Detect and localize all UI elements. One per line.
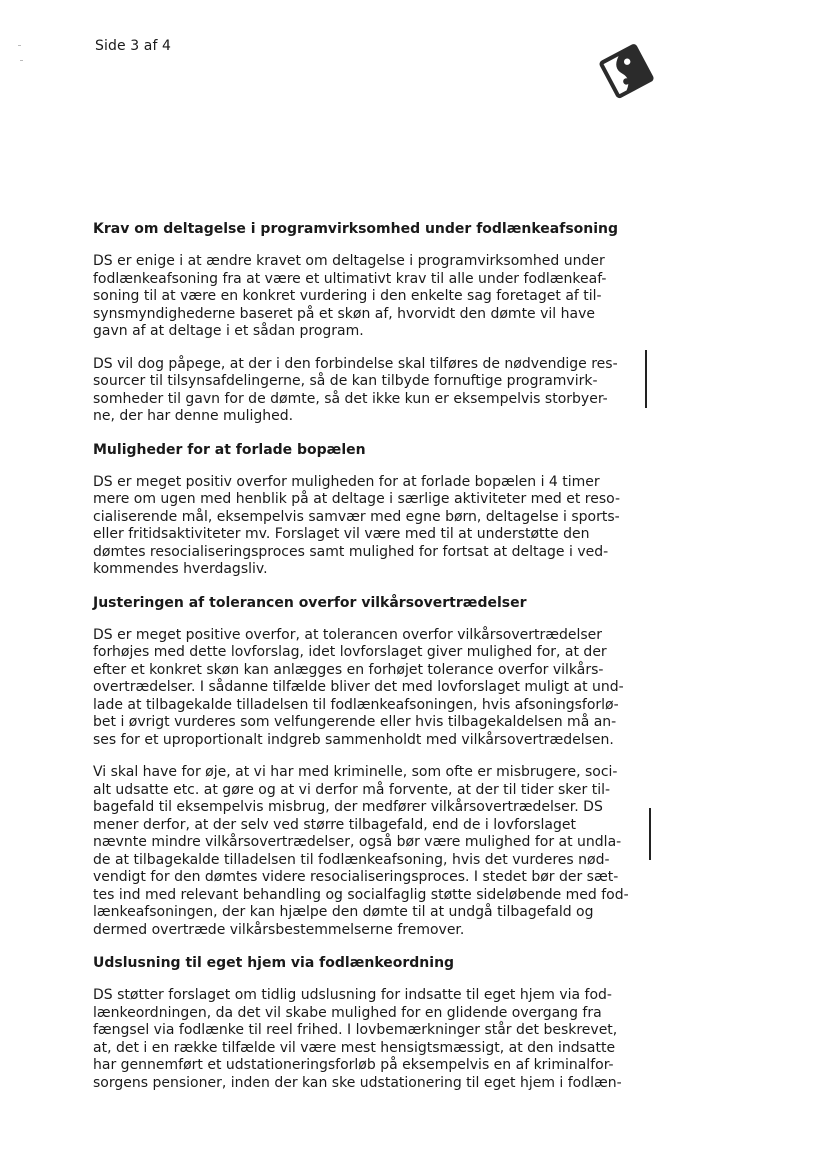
text-line: bet i øvrigt vurderes som velfungerende eller hvis tilbagekaldelsen må an- bbox=[93, 714, 617, 730]
text-line: forhøjes med dette lovforslag, idet lovforslaget giver mulighed for, at der bbox=[93, 644, 607, 660]
organization-logo bbox=[594, 44, 660, 100]
text-line: mener derfor, at der selv ved større tilbagefald, end de i lovforslaget bbox=[93, 816, 576, 833]
text-line: dømtes resocialiseringsproces samt mulighed for fortsat at deltage i ved- bbox=[93, 543, 609, 560]
margin-mark bbox=[649, 808, 651, 860]
text-line: DS er meget positiv overfor muligheden for at forlade bopælen i 4 timer bbox=[93, 473, 600, 490]
text-line: eller fritidsaktiviteter mv. Forslaget vil være med til at understøtte den bbox=[93, 526, 590, 542]
scan-speck bbox=[20, 60, 23, 61]
text-line: tes ind med relevant behandling og socialfaglig støtte sideløbende med fod- bbox=[93, 886, 629, 903]
text-line: alt udsatte etc. at gøre og at vi derfor må forvente, at der til tider sker til- bbox=[93, 781, 611, 798]
text-line: de at tilbagekalde tilladelsen til fodlænkeafsoning, hvis det vurderes nød- bbox=[93, 851, 610, 868]
paragraph bbox=[93, 627, 633, 750]
text-line: bagefald til eksempelvis misbrug, der medfører vilkårsovertrædelser. DS bbox=[93, 799, 603, 815]
section-heading: Muligheder for at forlade bopælen bbox=[93, 441, 366, 458]
section-release-home bbox=[93, 954, 633, 1092]
text-line: vendigt for den dømtes videre resocialiseringsproces. I stedet bør der sæt- bbox=[93, 869, 619, 885]
paragraph bbox=[93, 987, 633, 1092]
text-line: lade at tilbagekalde tilladelsen til fodlænkeafsoningen, hvis afsoningsforlø- bbox=[93, 696, 619, 713]
text-line: somheder til gavn for de dømte, så det ikke kun er eksempelvis storbyer- bbox=[93, 390, 608, 407]
text-line: sorgens pensioner, inden der kan ske udstationering til eget hjem i fodlæn- bbox=[93, 1074, 622, 1091]
text-line: DS er enige i at ændre kravet om deltagelse i programvirksomhed under bbox=[93, 253, 605, 269]
section-heading: Krav om deltagelse i programvirksomhed under fodlænkeafsoning bbox=[93, 221, 619, 237]
paragraph bbox=[93, 356, 633, 426]
text-line: lænkeordningen, da det vil skabe mulighed for en glidende overgang fra bbox=[93, 1004, 602, 1021]
text-line: soning til at være en konkret vurdering i den enkelte sag foretaget af til- bbox=[93, 288, 602, 304]
section-heading: Justeringen af tolerancen overfor vilkårsovertrædelser bbox=[93, 594, 527, 611]
document-body bbox=[93, 220, 633, 1107]
text-line: kommendes hverdagsliv. bbox=[93, 561, 268, 577]
paragraph bbox=[93, 474, 633, 579]
paragraph bbox=[93, 253, 633, 341]
section-heading: Udslusning til eget hjem via fodlænkeordning bbox=[93, 955, 455, 971]
text-line: dermed overtræde vilkårsbestemmelserne fremover. bbox=[93, 921, 465, 938]
text-line: har gennemført et udstationeringsforløb på eksempelvis en af kriminalfor- bbox=[93, 1057, 614, 1073]
text-line: at, det i en række tilfælde vil være mest hensigtsmæssigt, at den indsatte bbox=[93, 1039, 616, 1056]
text-line: mere om ugen med henblik på at deltage i særlige aktiviteter med et reso- bbox=[93, 491, 621, 507]
text-line: lænkeafsoningen, der kan hjælpe den dømte til at undgå tilbagefald og bbox=[93, 904, 594, 920]
margin-mark bbox=[645, 350, 647, 408]
text-line: cialiserende mål, eksempelvis samvær med egne børn, deltagelse i sports- bbox=[93, 508, 620, 525]
scan-speck bbox=[18, 45, 21, 46]
text-line: synsmyndighederne baseret på et skøn af, hvorvidt den dømte vil have bbox=[93, 305, 595, 322]
text-line: overtrædelser. I sådanne tilfælde bliver det med lovforslaget muligt at und- bbox=[93, 679, 624, 695]
text-line: DS støtter forslaget om tidlig udslusning for indsatte til eget hjem via fod- bbox=[93, 987, 612, 1003]
text-line: efter et konkret skøn kan anlægges en forhøjet tolerance overfor vilkårs- bbox=[93, 661, 604, 678]
text-line: fængsel via fodlænke til reel frihed. I lovbemærkninger står det beskrevet, bbox=[93, 1022, 618, 1038]
section-program-participation bbox=[93, 220, 633, 426]
text-line: nævnte mindre vilkårsovertrædelser, også bør være mulighed for at undla- bbox=[93, 834, 622, 850]
text-line: fodlænkeafsoning fra at være et ultimativt krav til alle under fodlænkeaf- bbox=[93, 270, 607, 287]
page-number: Side 3 af 4 bbox=[95, 38, 172, 54]
section-tolerance-adjustment bbox=[93, 594, 633, 940]
text-line: ses for et uproportionalt indgreb sammenholdt med vilkårsovertrædelsen. bbox=[93, 731, 614, 748]
text-line: ne, der har denne mulighed. bbox=[93, 408, 294, 424]
section-leave-residence bbox=[93, 441, 633, 579]
text-line: gavn af at deltage i et sådan program. bbox=[93, 323, 364, 339]
text-line: DS vil dog påpege, at der i den forbindelse skal tilføres de nødvendige res- bbox=[93, 355, 618, 372]
text-line: sourcer til tilsynsafdelingerne, så de kan tilbyde fornuftige programvirk- bbox=[93, 373, 598, 389]
text-line: Vi skal have for øje, at vi har med kriminelle, som ofte er misbrugere, soci- bbox=[93, 764, 618, 780]
text-line: DS er meget positive overfor, at tolerancen overfor vilkårsovertrædelser bbox=[93, 626, 603, 643]
paragraph bbox=[93, 764, 633, 939]
